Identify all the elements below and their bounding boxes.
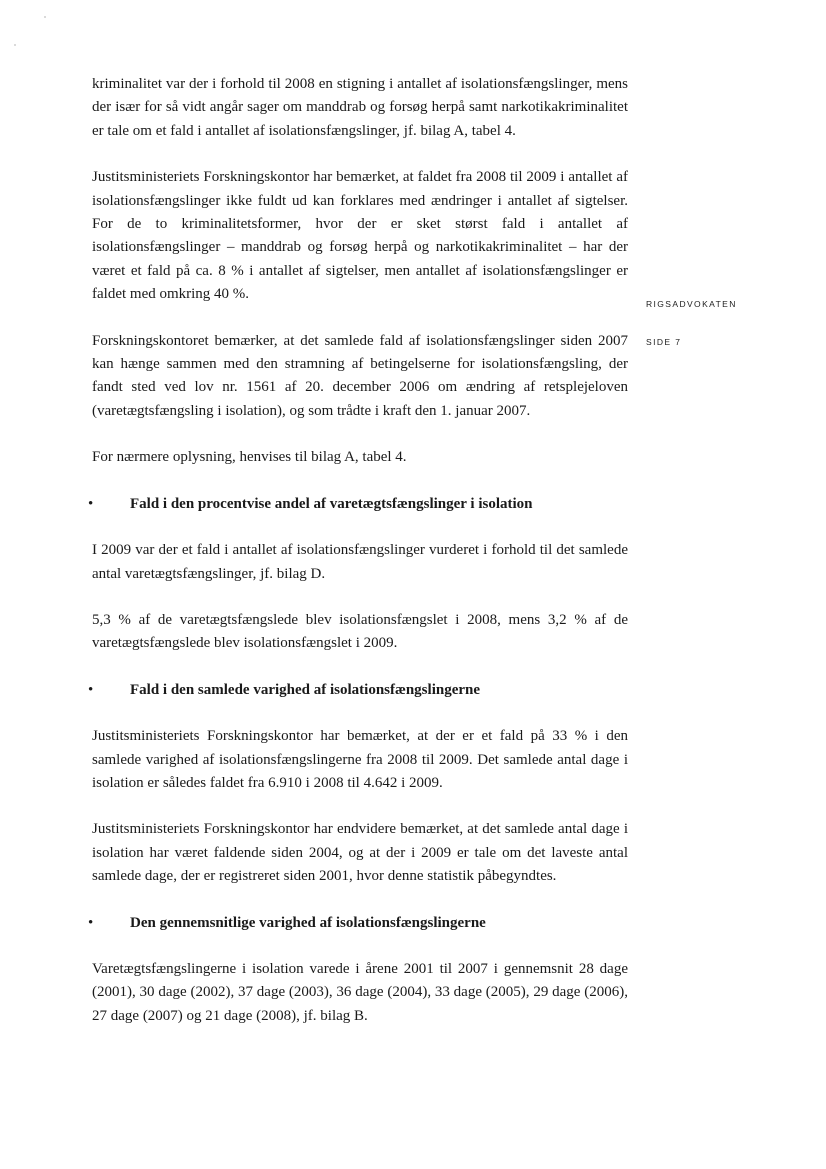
paragraph: Justitsministeriets Forskningskontor har bemærket, at der er et fald på 33 % i den samlede varighed af isolationsfængslingerne fra 2008 til 2009. Det samlede antal dage i isolation er således faldet fra 6.910 i 2008 til 4.642 i 2009. [92, 728, 628, 791]
paragraph: kriminalitet var der i forhold til 2008 en stigning i antallet af isolationsfængslinger, mens der især for så vidt angår sager om manddrab og forsøg herpå samt narkotikakriminalitet er tale om et fald i antallet af isolationsfængslinger, jf. bilag A, tabel 4. [92, 76, 628, 139]
paragraph: Forskningskontoret bemærker, at det samlede fald af isolationsfængslinger siden 2007 kan hænge sammen med den stramning af betingelserne for isolationsfængsling, der fandt sted ved lov nr. 1561 af 20. december 2006 om ændring af retsplejeloven (varetægtsfængsling i isolation), og som trådte i kraft den 1. januar 2007. [92, 332, 628, 419]
section-heading [88, 679, 628, 702]
section-heading [88, 493, 628, 516]
bullet-icon: • [88, 914, 94, 931]
side-header-organization: RIGSADVOKATEN [646, 299, 737, 309]
bullet-icon: • [88, 681, 94, 698]
section-heading-text: Fald i den samlede varighed af isolationsfængslingerne [130, 681, 481, 698]
paragraph: Varetægtsfængslingerne i isolation varede i årene 2001 til 2007 i gennemsnit 28 dage (2001), 30 dage (2002), 37 dage (2003), 36 dage (2004), 33 dage (2005), 29 dage (2006), 27 dage (2007) og 21 dage (2008), jf. bilag B. [92, 960, 628, 1024]
scan-speck [14, 44, 16, 46]
paragraph: Justitsministeriets Forskningskontor har bemærket, at faldet fra 2008 til 2009 i antallet af isolationsfængslinger ikke fuldt ud kan forklares med ændringer i antallet af sigtelser. For de to kriminalitetsformer, hvor der er sket størst fald i antallet af isolationsfængslinger – manddrab og forsøg herpå og narkotikakriminalitet – har der været et fald på ca. 8 % i antallet af sigtelser, men antallet af isolationsfængslinger er faldet med omkring 40 %. [92, 169, 628, 303]
section-heading-text: Fald i den procentvise andel af varetægtsfængslinger i isolation [130, 495, 533, 512]
body-text [88, 73, 628, 1051]
section-heading-text: Den gennemsnitlige varighed af isolationsfængslingerne [130, 914, 486, 931]
side-header-page-number: SIDE 7 [646, 337, 682, 347]
paragraph: 5,3 % af de varetægtsfængslede blev isolationsfængslet i 2008, mens 3,2 % af de varetægtsfængslede blev isolationsfængslet i 2009. [92, 611, 628, 652]
bullet-icon: • [88, 495, 94, 512]
paragraph: I 2009 var der et fald i antallet af isolationsfængslinger vurderet i forhold til det samlede antal varetægtsfængslinger, jf. bilag D. [92, 542, 628, 582]
paragraph: Justitsministeriets Forskningskontor har endvidere bemærket, at det samlede antal dage i isolation har været faldende siden 2004, og at der i 2009 er tale om det laveste antal samlede dage, der er registreret siden 2001, hvor denne statistik påbegyndtes. [92, 821, 628, 885]
scan-speck [44, 16, 46, 18]
section-heading [88, 912, 628, 935]
paragraph: For nærmere oplysning, henvises til bilag A, tabel 4. [92, 449, 407, 466]
